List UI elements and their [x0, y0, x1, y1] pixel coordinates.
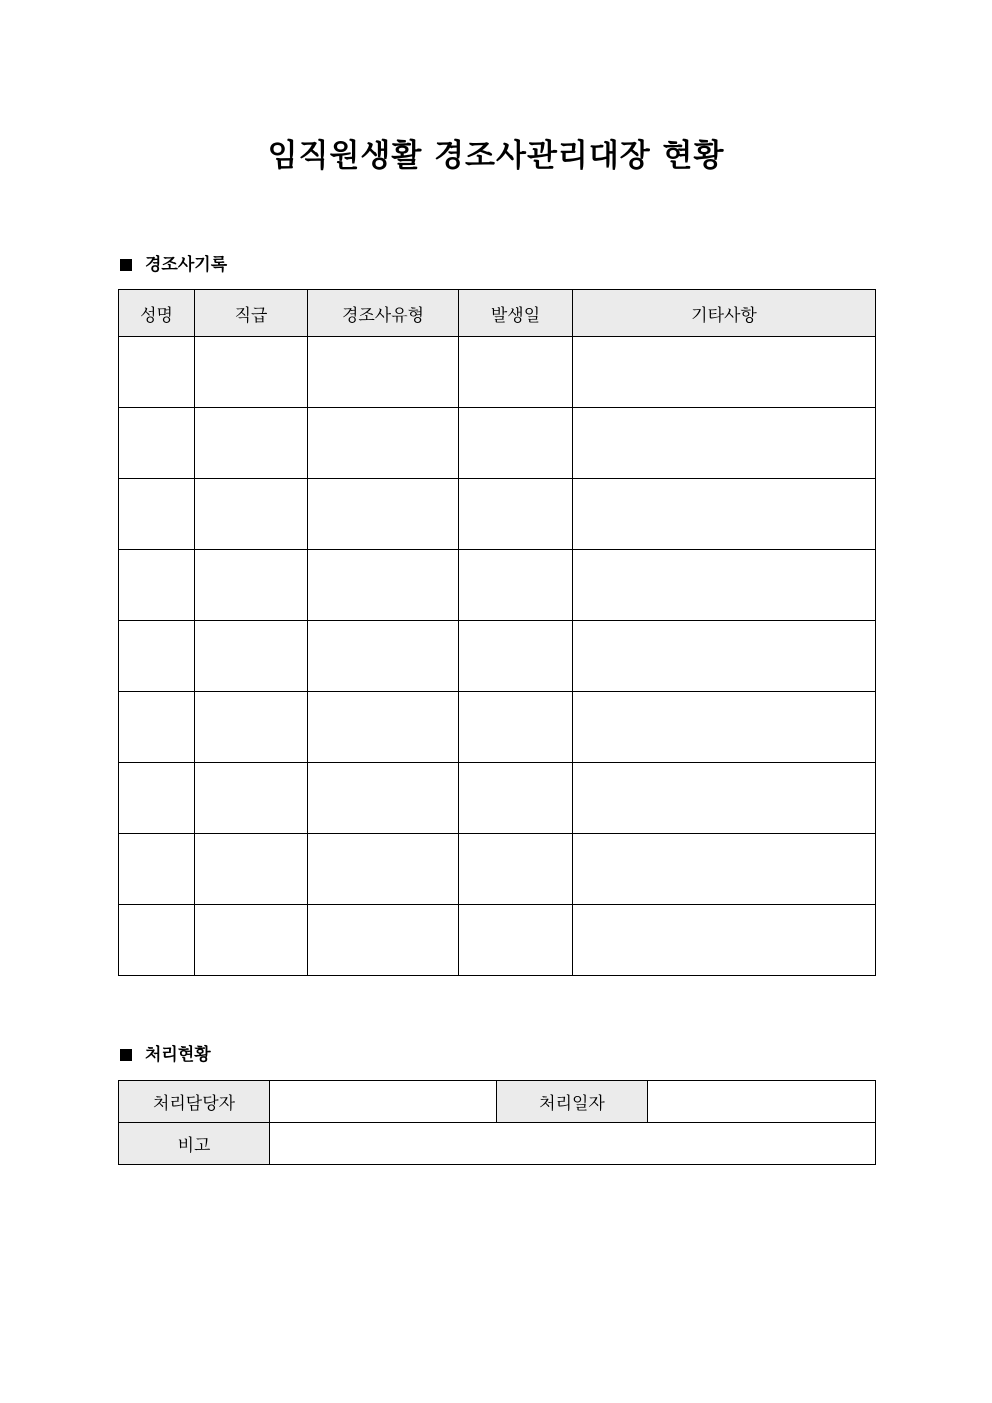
square-bullet-icon: [120, 259, 132, 271]
column-header-date: 발생일: [459, 290, 573, 337]
rank-cell[interactable]: [195, 479, 308, 550]
table-row: [119, 408, 876, 479]
name-cell[interactable]: [119, 408, 195, 479]
event-type-cell[interactable]: [308, 408, 459, 479]
event-type-cell[interactable]: [308, 337, 459, 408]
rank-cell[interactable]: [195, 621, 308, 692]
rank-cell[interactable]: [195, 905, 308, 976]
column-header-notes: 기타사항: [573, 290, 876, 337]
event-type-cell[interactable]: [308, 692, 459, 763]
table-row: [119, 692, 876, 763]
date-cell[interactable]: [459, 550, 573, 621]
rank-cell[interactable]: [195, 834, 308, 905]
name-cell[interactable]: [119, 337, 195, 408]
record-table: [118, 289, 876, 976]
event-type-cell[interactable]: [308, 621, 459, 692]
table-row: [119, 763, 876, 834]
record-table-header-row: [119, 290, 876, 337]
rank-cell[interactable]: [195, 337, 308, 408]
notes-cell[interactable]: [573, 479, 876, 550]
date-cell[interactable]: [459, 905, 573, 976]
square-bullet-icon: [120, 1049, 132, 1061]
table-row: [119, 905, 876, 976]
name-cell[interactable]: [119, 763, 195, 834]
rank-cell[interactable]: [195, 408, 308, 479]
rank-cell[interactable]: [195, 550, 308, 621]
event-type-cell[interactable]: [308, 479, 459, 550]
date-cell[interactable]: [459, 408, 573, 479]
status-row-remarks: [119, 1123, 876, 1165]
notes-cell[interactable]: [573, 408, 876, 479]
handler-label: 처리담당자: [119, 1081, 270, 1123]
record-section-title: 경조사기록: [145, 255, 228, 275]
date-cell[interactable]: [459, 479, 573, 550]
record-section-heading: [120, 254, 227, 276]
date-cell[interactable]: [459, 692, 573, 763]
process-date-value-cell[interactable]: [648, 1081, 876, 1123]
notes-cell[interactable]: [573, 834, 876, 905]
date-cell[interactable]: [459, 763, 573, 834]
notes-cell[interactable]: [573, 621, 876, 692]
handler-value-cell[interactable]: [270, 1081, 497, 1123]
date-cell[interactable]: [459, 337, 573, 408]
event-type-cell[interactable]: [308, 763, 459, 834]
status-row-handler: [119, 1081, 876, 1123]
name-cell[interactable]: [119, 834, 195, 905]
event-type-cell[interactable]: [308, 550, 459, 621]
rank-cell[interactable]: [195, 763, 308, 834]
status-section-heading: [120, 1044, 211, 1066]
column-header-event-type: 경조사유형: [308, 290, 459, 337]
status-table: [118, 1080, 876, 1165]
notes-cell[interactable]: [573, 692, 876, 763]
date-cell[interactable]: [459, 621, 573, 692]
name-cell[interactable]: [119, 621, 195, 692]
event-type-cell[interactable]: [308, 905, 459, 976]
remarks-value-cell[interactable]: [270, 1123, 876, 1165]
table-row: [119, 550, 876, 621]
notes-cell[interactable]: [573, 550, 876, 621]
document-title: 임직원생활 경조사관리대장 현황: [267, 138, 725, 174]
name-cell[interactable]: [119, 692, 195, 763]
name-cell[interactable]: [119, 479, 195, 550]
column-header-rank: 직급: [195, 290, 308, 337]
name-cell[interactable]: [119, 905, 195, 976]
process-date-label: 처리일자: [497, 1081, 648, 1123]
column-header-name: 성명: [119, 290, 195, 337]
rank-cell[interactable]: [195, 692, 308, 763]
table-row: [119, 621, 876, 692]
notes-cell[interactable]: [573, 763, 876, 834]
status-section-title: 처리현황: [145, 1045, 211, 1065]
notes-cell[interactable]: [573, 337, 876, 408]
remarks-label: 비고: [119, 1123, 270, 1165]
name-cell[interactable]: [119, 550, 195, 621]
date-cell[interactable]: [459, 834, 573, 905]
table-row: [119, 337, 876, 408]
event-type-cell[interactable]: [308, 834, 459, 905]
table-row: [119, 479, 876, 550]
table-row: [119, 834, 876, 905]
notes-cell[interactable]: [573, 905, 876, 976]
